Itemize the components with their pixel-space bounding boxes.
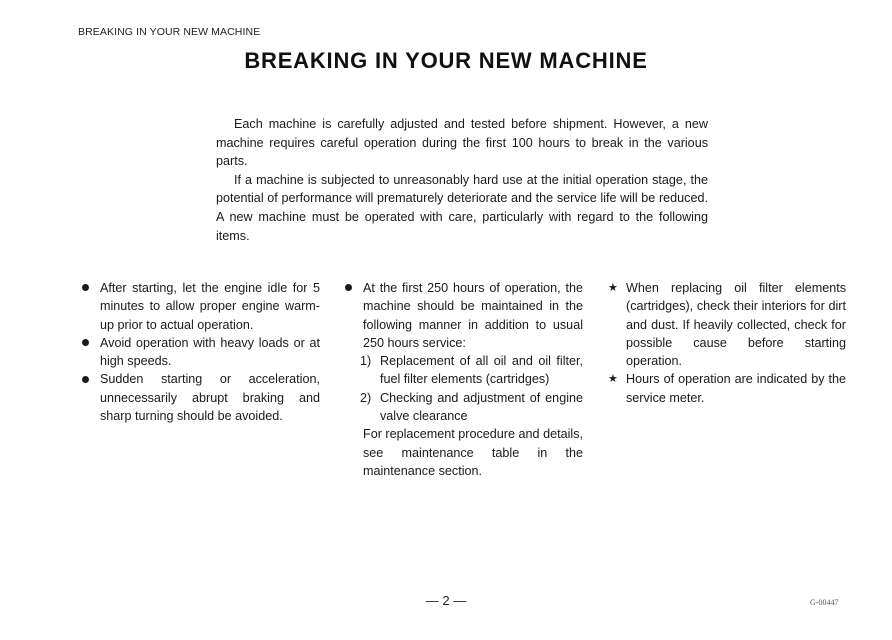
list-item — [606, 279, 846, 370]
maintenance-note: For replacement procedure and details, see maintenance table in the maintenance section. — [363, 427, 583, 478]
list-item-text: Sudden starting or acceleration, unnecessarily abrupt braking and sharp turning should be avoided. — [100, 372, 320, 424]
bullet-icon — [82, 370, 96, 388]
sub-item-text: Checking and adjustment of engine valve clearance — [380, 390, 583, 424]
list-item-text: At the first 250 hours of operation, the machine should be maintained in the following manner in addition to usual 250 hours service: — [363, 281, 583, 350]
list-item-text: Hours of operation are indicated by the service meter. — [626, 372, 846, 405]
sub-item-number: 1) — [360, 354, 372, 369]
sub-list-item — [343, 389, 583, 426]
star-icon: ★ — [608, 282, 618, 294]
list-item — [80, 279, 320, 334]
list-item — [80, 370, 320, 425]
list-item — [343, 279, 583, 352]
sub-item-number: 2) — [360, 390, 372, 405]
star-icon: ★ — [608, 373, 618, 386]
bullet-icon — [345, 279, 359, 297]
list-item — [80, 334, 320, 371]
left-column — [80, 279, 320, 425]
list-item-text: After starting, let the engine idle for 5 minutes to allow proper engine warm-up prior to actual operation. — [100, 281, 320, 332]
running-header: BREAKING IN YOUR NEW MACHINE — [78, 26, 261, 38]
intro-paragraph-2: If a machine is subjected to unreasonably hard use at the initial operation stage, the potential of performance will prematurely deteriorate and the service life will be reduced. A new machine must be operated with care, particularly with regard to the following items. — [216, 172, 708, 243]
intro-section — [216, 115, 708, 245]
sub-item-text: Replacement of all oil and oil filter, fuel filter elements (cartridges) — [380, 354, 583, 387]
middle-column — [343, 279, 583, 480]
right-column — [606, 279, 846, 407]
list-item-text: Avoid operation with heavy loads or at high speeds. — [100, 335, 320, 369]
bullet-icon — [82, 334, 96, 352]
intro-paragraph-1: Each machine is carefully adjusted and tested before shipment. However, a new machine requires careful operation during the first 100 hours to break in the various parts. — [216, 117, 708, 169]
list-item-text: When replacing oil filter elements (cartridges), check their interiors for dirt and dust. If heavily collected, check for possible cause before starting operation. — [626, 281, 846, 369]
document-code: G-00447 — [810, 598, 839, 607]
page-number: — 2 — — [425, 593, 467, 608]
bullet-icon — [82, 279, 96, 297]
page-title: BREAKING IN YOUR NEW MACHINE — [244, 48, 648, 73]
sub-list-item — [343, 352, 583, 389]
list-item — [606, 370, 846, 407]
